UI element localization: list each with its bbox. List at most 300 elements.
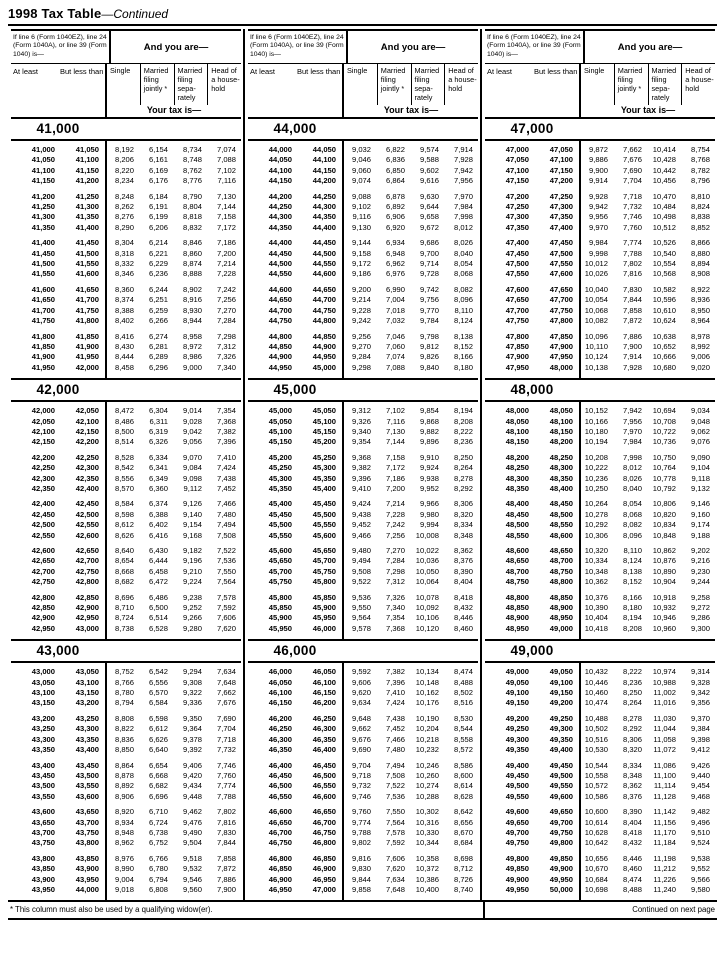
head-of-household-tax-cell: 7,130 — [216, 191, 236, 201]
married-jointly-tax-cell: 6,976 — [385, 269, 405, 279]
head-of-household-tax-cell: 8,488 — [453, 677, 473, 687]
married-separately-tax-cell: 10,526 — [652, 238, 676, 248]
income-range-cells — [248, 567, 342, 577]
married-separately-tax-cell: 9,574 — [419, 145, 439, 155]
but-less-than-cell: 43,300 — [75, 724, 99, 734]
head-of-household-tax-cell: 7,242 — [216, 284, 236, 294]
income-tax-divider — [105, 663, 107, 900]
but-less-than-cell: 47,700 — [549, 295, 573, 305]
but-less-than-cell: 45,050 — [312, 406, 336, 416]
married-jointly-tax-cell: 6,214 — [148, 238, 168, 248]
married-separately-tax-cell: 10,988 — [652, 677, 676, 687]
married-jointly-tax-cell: 6,920 — [385, 222, 405, 232]
income-range-cells — [248, 202, 342, 212]
married-separately-tax-cell: 9,742 — [419, 284, 439, 294]
but-less-than-cell: 48,050 — [549, 406, 573, 416]
table-row — [11, 678, 241, 688]
section-label: 46,000 — [273, 643, 317, 659]
married-separately-tax-cell: 9,868 — [419, 416, 439, 426]
head-of-household-tax-cell: 8,866 — [690, 238, 710, 248]
head-of-household-tax-cell: 9,272 — [690, 603, 710, 613]
income-range-cells — [11, 624, 105, 634]
income-range-cells — [485, 155, 579, 165]
but-less-than-cell: 41,850 — [75, 331, 99, 341]
married-jointly-tax-cell: 8,012 — [622, 463, 642, 473]
table-row — [485, 363, 715, 373]
married-separately-tax-cell: 8,818 — [182, 212, 202, 222]
at-least-cell: 46,100 — [268, 688, 292, 698]
but-less-than-cell: 46,900 — [312, 864, 336, 874]
married-jointly-tax-cell: 6,416 — [148, 530, 168, 540]
married-jointly-tax-cell: 6,458 — [148, 566, 168, 576]
married-separately-tax-cell: 10,750 — [652, 452, 676, 462]
married-jointly-tax-cell: 7,564 — [385, 817, 405, 827]
married-jointly-tax-cell: 8,040 — [622, 483, 642, 493]
head-of-household-tax-cell: 9,132 — [690, 483, 710, 493]
married-separately-tax-cell: 10,344 — [415, 838, 439, 848]
head-of-household-tax-cell: 7,718 — [216, 734, 236, 744]
single-tax-cell: 9,242 — [351, 316, 371, 326]
at-least-cell: 44,150 — [268, 176, 292, 186]
single-tax-cell: 9,802 — [351, 838, 371, 848]
table-row — [485, 212, 715, 222]
but-less-than-cell: 47,150 — [549, 165, 573, 175]
income-range-cells — [248, 453, 342, 463]
single-tax-cell: 10,586 — [584, 791, 608, 801]
at-least-cell: 44,350 — [268, 222, 292, 232]
section-header-45000 — [248, 378, 478, 402]
married-jointly-tax-cell: 7,116 — [386, 416, 405, 426]
single-tax-cell: 8,388 — [114, 305, 134, 315]
income-range-cells — [485, 854, 579, 864]
income-range-cells — [11, 463, 105, 473]
income-range-cells — [485, 838, 579, 848]
married-separately-tax-cell: 10,918 — [652, 592, 676, 602]
married-jointly-tax-cell: 7,242 — [385, 520, 405, 530]
income-range-cells — [485, 698, 579, 708]
at-least-cell: 42,650 — [31, 556, 55, 566]
section-label: 44,000 — [273, 121, 317, 137]
income-tax-divider — [579, 141, 581, 378]
married-jointly-tax-cell: 7,368 — [385, 623, 405, 633]
married-jointly-tax-cell: 7,914 — [622, 352, 642, 362]
income-range-cells — [485, 176, 579, 186]
married-jointly-tax-cell: 6,990 — [385, 284, 405, 294]
and-you-are-label: And you are— — [143, 41, 209, 53]
single-tax-cell: 10,334 — [584, 556, 608, 566]
income-range-cells — [485, 885, 579, 895]
income-range-cells — [248, 818, 342, 828]
married-jointly-tax-cell: 6,850 — [385, 165, 405, 175]
married-separately-tax-cell: 10,834 — [652, 520, 676, 530]
head-of-household-tax-cell: 9,174 — [690, 520, 710, 530]
single-tax-cell: 10,306 — [584, 530, 608, 540]
married-jointly-tax-cell: 6,486 — [148, 592, 168, 602]
income-range-cells — [248, 556, 342, 566]
at-least-cell: 43,850 — [31, 864, 55, 874]
table-row — [11, 427, 241, 437]
but-less-than-cell: 49,950 — [549, 874, 573, 884]
head-of-household-tax-cell: 7,452 — [216, 483, 236, 493]
married-separately-tax-cell: 9,448 — [182, 791, 202, 801]
head-of-household-column-header: Head of a house- hold — [681, 64, 715, 105]
table-row — [248, 406, 478, 416]
table-row — [11, 593, 241, 603]
income-range-cells — [11, 363, 105, 373]
but-less-than-cell: 46,200 — [312, 698, 336, 708]
at-least-cell: 46,550 — [268, 791, 292, 801]
but-less-than-cell: 45,500 — [312, 509, 336, 519]
head-of-household-tax-cell: 7,886 — [216, 874, 236, 884]
married-jointly-tax-cell: 6,472 — [148, 577, 168, 587]
at-least-cell: 45,300 — [268, 473, 292, 483]
but-less-than-cell: 41,300 — [75, 202, 99, 212]
income-range-cells — [11, 437, 105, 447]
table-row — [485, 698, 715, 708]
but-less-than-cell: 47,600 — [549, 269, 573, 279]
table-row — [11, 463, 241, 473]
married-jointly-tax-cell: 7,270 — [385, 546, 405, 556]
at-least-cell: 41,850 — [31, 341, 55, 351]
table-row — [11, 406, 241, 416]
at-least-cell: 46,050 — [268, 677, 292, 687]
but-less-than-cell: 49,150 — [549, 688, 573, 698]
married-separately-tax-cell: 9,042 — [182, 426, 202, 436]
single-tax-cell: 8,808 — [114, 713, 134, 723]
single-tax-cell: 10,096 — [584, 331, 608, 341]
married-jointly-tax-cell: 7,732 — [622, 202, 642, 212]
single-tax-cell: 9,606 — [351, 677, 371, 687]
head-of-household-tax-cell: 9,370 — [690, 713, 710, 723]
married-separately-tax-cell: 9,070 — [182, 452, 202, 462]
table-row — [11, 864, 241, 874]
single-tax-cell: 9,032 — [351, 145, 371, 155]
head-of-household-tax-cell: 7,844 — [216, 838, 236, 848]
but-less-than-cell: 43,100 — [75, 677, 99, 687]
income-range-cells — [485, 745, 579, 755]
single-tax-cell: 9,760 — [351, 807, 371, 817]
at-least-cell: 46,700 — [268, 827, 292, 837]
at-least-cell: 49,150 — [505, 698, 529, 708]
table-row — [248, 688, 478, 698]
but-less-than-cell: 47,950 — [549, 352, 573, 362]
single-tax-cell: 8,234 — [114, 176, 134, 186]
single-tax-cell: 8,360 — [114, 284, 134, 294]
income-range-cells — [248, 474, 342, 484]
but-less-than-cell: 44,400 — [312, 222, 336, 232]
single-tax-cell: 8,304 — [114, 238, 134, 248]
section-label: 49,000 — [510, 643, 554, 659]
head-of-household-tax-cell: 7,424 — [216, 463, 236, 473]
married-separately-tax-cell: 10,414 — [652, 145, 676, 155]
married-jointly-tax-cell: 7,074 — [385, 352, 405, 362]
income-range-cells — [485, 437, 579, 447]
married-jointly-tax-cell: 7,830 — [622, 284, 642, 294]
married-separately-tax-cell: 11,184 — [653, 838, 676, 848]
table-row — [248, 499, 478, 509]
married-separately-tax-cell: 11,156 — [653, 817, 676, 827]
but-less-than-cell: 45,650 — [312, 546, 336, 556]
at-least-cell: 44,200 — [268, 191, 292, 201]
married-jointly-tax-cell: 6,289 — [148, 352, 168, 362]
table-row — [485, 427, 715, 437]
married-separately-tax-cell: 9,336 — [182, 698, 202, 708]
married-jointly-tax-cell: 6,161 — [148, 155, 168, 165]
table-row — [248, 342, 478, 352]
table-row — [485, 875, 715, 885]
married-jointly-tax-cell: 7,480 — [385, 745, 405, 755]
at-least-cell: 41,200 — [31, 191, 55, 201]
married-separately-tax-cell: 9,854 — [419, 406, 439, 416]
but-less-than-cell: 45,550 — [312, 520, 336, 530]
at-least-cell: 45,350 — [268, 483, 292, 493]
table-row — [11, 771, 241, 781]
at-least-cell: 41,800 — [31, 331, 55, 341]
income-range-cells — [11, 838, 105, 848]
married-separately-tax-cell: 8,804 — [182, 202, 202, 212]
single-tax-cell: 9,480 — [351, 546, 371, 556]
table-row — [485, 577, 715, 587]
single-tax-cell: 9,004 — [114, 874, 134, 884]
head-of-household-tax-cell: 8,992 — [690, 341, 710, 351]
income-range-cells — [248, 332, 342, 342]
table-row — [11, 577, 241, 587]
head-of-household-tax-cell: 8,558 — [453, 734, 473, 744]
married-separately-tax-cell: 10,722 — [652, 426, 676, 436]
but-less-than-cell: 43,000 — [75, 623, 99, 633]
table-row — [248, 474, 478, 484]
at-least-cell: 48,600 — [505, 546, 529, 556]
single-column-header: Single — [110, 66, 131, 76]
head-of-household-tax-cell: 8,796 — [690, 176, 710, 186]
single-tax-cell: 9,130 — [351, 222, 371, 232]
married-separately-tax-cell: 9,364 — [182, 724, 202, 734]
head-of-household-tax-cell: 8,418 — [453, 592, 473, 602]
income-range-cells — [485, 474, 579, 484]
married-separately-tax-cell: 9,420 — [182, 770, 202, 780]
income-range-cells — [11, 875, 105, 885]
married-jointly-tax-cell: 6,388 — [148, 509, 168, 519]
single-tax-cell: 10,656 — [584, 853, 608, 863]
table-row — [248, 807, 478, 817]
income-line-label: If line 6 (Form 1040EZ), line 24 (Form 1040A), or line 39 (Form 1040) is— — [485, 31, 585, 63]
at-least-cell: 42,950 — [31, 623, 55, 633]
at-least-cell: 48,700 — [505, 566, 529, 576]
married-separately-tax-cell: 11,226 — [653, 874, 676, 884]
married-jointly-tax-cell: 7,592 — [385, 838, 405, 848]
table-row — [485, 223, 715, 233]
table-row — [11, 761, 241, 771]
at-least-cell: 43,250 — [31, 724, 55, 734]
single-tax-cell: 8,724 — [114, 613, 134, 623]
married-separately-tax-cell: 9,028 — [182, 416, 202, 426]
at-least-cell: 42,900 — [31, 613, 55, 623]
head-of-household-tax-cell: 8,782 — [690, 165, 710, 175]
married-separately-tax-cell: 10,582 — [652, 284, 676, 294]
single-tax-cell: 8,444 — [114, 352, 134, 362]
married-separately-tax-cell: 8,944 — [182, 316, 202, 326]
but-less-than-cell: 42,850 — [75, 592, 99, 602]
single-tax-cell: 10,642 — [584, 838, 608, 848]
single-tax-cell: 10,670 — [584, 864, 608, 874]
single-tax-cell: 10,488 — [584, 713, 608, 723]
table-row — [248, 352, 478, 362]
married-jointly-tax-cell: 6,808 — [148, 884, 168, 894]
married-separately-tax-cell: 9,686 — [419, 238, 439, 248]
table-row — [248, 667, 478, 677]
head-of-household-tax-cell: 9,244 — [690, 577, 710, 587]
head-of-household-tax-cell: 9,552 — [690, 864, 710, 874]
at-least-cell: 41,050 — [31, 155, 55, 165]
but-less-than-cell: 46,650 — [312, 807, 336, 817]
table-row — [11, 724, 241, 734]
table-row — [485, 484, 715, 494]
head-of-household-tax-cell: 7,116 — [217, 176, 236, 186]
married-separately-tax-cell: 9,112 — [183, 483, 202, 493]
head-of-household-tax-cell: 7,228 — [216, 269, 236, 279]
but-less-than-cell: 44,050 — [312, 145, 336, 155]
income-range-cells — [248, 155, 342, 165]
section-header-49000 — [485, 639, 715, 663]
married-jointly-tax-cell: 7,060 — [385, 341, 405, 351]
table-row — [248, 520, 478, 530]
income-range-cells — [485, 577, 579, 587]
single-tax-cell: 9,452 — [351, 520, 371, 530]
single-tax-cell: 9,018 — [114, 884, 134, 894]
at-least-cell: 46,950 — [268, 884, 292, 894]
income-range-cells — [485, 735, 579, 745]
head-of-household-tax-cell: 8,068 — [453, 269, 473, 279]
table-row — [248, 249, 478, 259]
but-less-than-cell: 43,850 — [75, 853, 99, 863]
married-separately-tax-cell: 8,748 — [182, 155, 202, 165]
married-jointly-tax-cell: 7,228 — [385, 509, 405, 519]
but-less-than-cell: 47,850 — [549, 331, 573, 341]
single-tax-cell: 8,486 — [114, 416, 134, 426]
table-row — [485, 714, 715, 724]
head-of-household-tax-cell: 9,006 — [690, 352, 710, 362]
married-jointly-tax-cell: 6,251 — [148, 295, 168, 305]
single-tax-cell: 9,116 — [352, 212, 371, 222]
at-least-cell: 42,850 — [31, 603, 55, 613]
married-separately-tax-cell: 10,568 — [652, 269, 676, 279]
at-least-cell: 42,600 — [31, 546, 55, 556]
but-less-than-cell: 43,750 — [75, 827, 99, 837]
but-less-than-cell: 45,100 — [312, 416, 336, 426]
income-range-cells — [11, 745, 105, 755]
single-tax-cell: 8,934 — [114, 817, 134, 827]
income-range-cells — [485, 223, 579, 233]
your-tax-is-label: Your tax is— — [620, 105, 676, 116]
single-tax-cell: 9,676 — [351, 734, 371, 744]
single-column-header: Single — [584, 66, 605, 76]
married-separately-tax-cell: 10,554 — [652, 259, 676, 269]
at-least-cell: 48,900 — [505, 613, 529, 623]
income-range-cells — [248, 771, 342, 781]
table-row — [248, 724, 478, 734]
head-of-household-tax-cell: 8,642 — [453, 807, 473, 817]
married-separately-tax-cell: 9,308 — [182, 677, 202, 687]
table-row — [11, 352, 241, 362]
table-row — [485, 854, 715, 864]
at-least-cell: 45,550 — [268, 530, 292, 540]
table-row — [485, 192, 715, 202]
married-jointly-tax-cell: 8,446 — [622, 853, 642, 863]
table-row — [248, 577, 478, 587]
single-tax-cell: 8,752 — [114, 667, 134, 677]
married-separately-tax-cell: 10,652 — [652, 341, 676, 351]
at-least-cell: 44,250 — [268, 202, 292, 212]
but-less-than-cell: 43,050 — [75, 667, 99, 677]
head-of-household-tax-cell: 9,328 — [690, 677, 710, 687]
income-range-cells — [485, 761, 579, 771]
single-tax-cell: 8,920 — [114, 807, 134, 817]
married-separately-tax-cell: 9,056 — [182, 437, 202, 447]
income-range-cells — [485, 556, 579, 566]
section-body — [485, 663, 715, 900]
at-least-cell: 41,900 — [31, 352, 55, 362]
section-label: 45,000 — [273, 382, 317, 398]
head-of-household-tax-cell: 8,684 — [453, 838, 473, 848]
married-jointly-tax-cell: 6,598 — [148, 713, 168, 723]
table-row — [11, 613, 241, 623]
at-least-cell: 49,600 — [505, 807, 529, 817]
but-less-than-cell: 44,200 — [312, 176, 336, 186]
married-separately-tax-cell: 10,022 — [415, 546, 439, 556]
table-row — [11, 603, 241, 613]
head-of-household-tax-cell: 9,188 — [690, 530, 710, 540]
married-separately-tax-cell: 10,330 — [415, 827, 439, 837]
single-tax-cell: 10,110 — [585, 341, 608, 351]
married-jointly-tax-cell: 7,942 — [622, 406, 642, 416]
head-of-household-tax-cell: 8,432 — [453, 603, 473, 613]
married-separately-tax-cell: 11,002 — [653, 688, 676, 698]
header-row-income — [248, 31, 478, 64]
single-tax-cell: 8,192 — [114, 145, 134, 155]
single-tax-cell: 8,374 — [114, 295, 134, 305]
income-range-cells — [248, 406, 342, 416]
but-less-than-cell: 49,200 — [549, 698, 573, 708]
but-less-than-cell: 48,900 — [549, 603, 573, 613]
but-less-than-cell: 47,200 — [549, 176, 573, 186]
married-separately-tax-cell: 10,638 — [652, 331, 676, 341]
head-of-household-tax-cell: 9,412 — [690, 745, 710, 755]
income-range-cells — [248, 192, 342, 202]
table-row — [485, 828, 715, 838]
but-less-than-cell: 44,950 — [312, 352, 336, 362]
married-jointly-tax-cell: 6,500 — [148, 603, 168, 613]
but-less-than-header: But less than — [297, 67, 341, 77]
single-tax-cell: 9,256 — [351, 331, 371, 341]
single-tax-cell: 10,278 — [584, 509, 608, 519]
income-range-cells — [248, 484, 342, 494]
income-range-cells — [11, 613, 105, 623]
but-less-than-cell: 42,700 — [75, 556, 99, 566]
married-jointly-tax-cell: 8,306 — [622, 734, 642, 744]
married-jointly-tax-cell: 6,682 — [148, 781, 168, 791]
income-range-cells — [11, 249, 105, 259]
married-separately-tax-cell: 9,210 — [182, 566, 202, 576]
but-less-than-cell: 49,300 — [549, 724, 573, 734]
married-separately-tax-cell: 11,240 — [653, 884, 676, 894]
single-tax-cell: 8,262 — [114, 202, 134, 212]
income-range-cells — [485, 667, 579, 677]
but-less-than-cell: 42,600 — [75, 530, 99, 540]
head-of-household-tax-cell: 7,788 — [216, 791, 236, 801]
married-jointly-tax-cell: 6,259 — [148, 305, 168, 315]
married-jointly-tax-cell: 6,430 — [148, 546, 168, 556]
married-separately-tax-cell: 11,114 — [653, 781, 676, 791]
